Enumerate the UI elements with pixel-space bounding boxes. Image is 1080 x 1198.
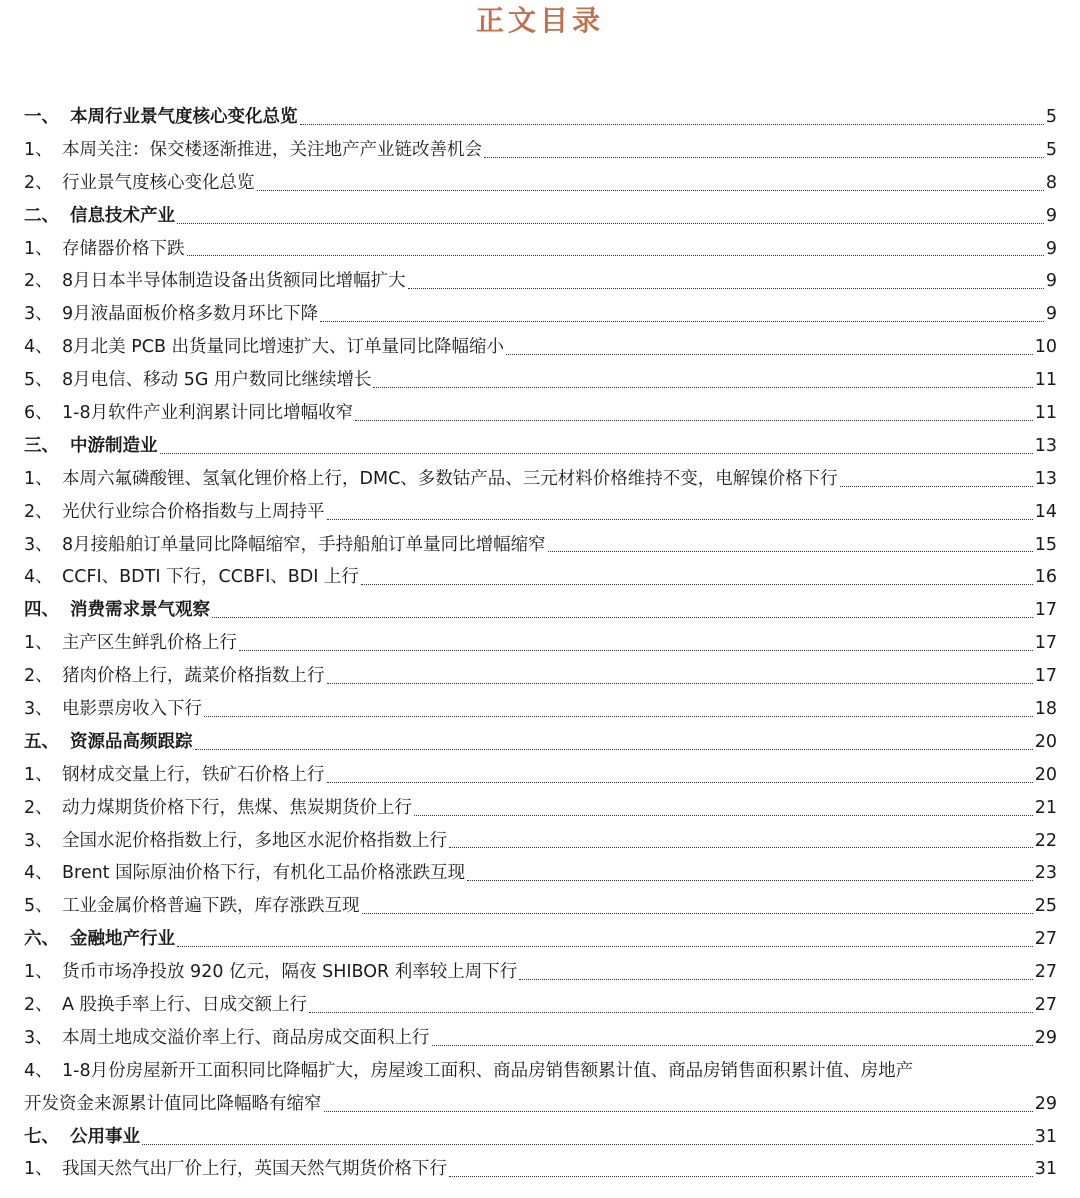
toc-entry[interactable]: [24, 1055, 1057, 1121]
toc-page-number: 27: [1034, 962, 1057, 983]
toc-entry[interactable]: [24, 989, 1057, 1022]
toc-section-entry[interactable]: [24, 430, 1057, 463]
toc-entry-number: 5、: [24, 896, 53, 917]
toc-entry-title: 本周关注：保交楼逐渐推进，关注地产产业链改善机会: [62, 139, 482, 160]
toc-page-number: 27: [1034, 929, 1057, 950]
toc-entry-title: 1-8月软件产业利润累计同比增幅收窄: [62, 403, 354, 423]
toc-entry-number: 1、: [24, 238, 53, 259]
toc-entry[interactable]: [24, 825, 1057, 858]
dot-leader: [327, 782, 1033, 783]
toc-page-number: 29: [1034, 1027, 1057, 1048]
toc-page-number: 13: [1034, 435, 1057, 456]
toc-section-entry[interactable]: [24, 726, 1057, 759]
toc-page-number: 27: [1034, 995, 1057, 1016]
toc-entry-number: 4、: [24, 337, 53, 358]
toc-entry-title: 钢材成交量上行，铁矿石价格上行: [62, 764, 325, 785]
toc-page-number: 5: [1045, 139, 1057, 160]
dot-leader: [506, 354, 1033, 355]
toc-entry[interactable]: [24, 759, 1057, 792]
toc-page-number: 11: [1034, 370, 1057, 391]
toc-entry-number: 2、: [24, 271, 53, 292]
dot-leader: [177, 946, 1033, 947]
dot-leader: [320, 321, 1044, 322]
toc-entry-number: 6、: [24, 403, 53, 423]
dot-leader: [373, 387, 1032, 388]
toc-page-number: 29: [1034, 1093, 1057, 1114]
toc-entry-number: 七、: [24, 1126, 59, 1147]
toc-entry[interactable]: [24, 792, 1057, 825]
toc-entry-title: 猪肉价格上行，蔬菜价格指数上行: [62, 666, 325, 687]
toc-page-number: 23: [1034, 863, 1057, 884]
dot-leader: [408, 288, 1044, 289]
toc-entry[interactable]: [24, 956, 1057, 989]
toc-page-number: 20: [1034, 764, 1057, 785]
toc-entry[interactable]: [24, 1154, 1057, 1187]
toc-page-number: 8: [1045, 172, 1057, 193]
toc-entry-title-continued: 开发资金来源累计值同比降幅略有缩窄: [24, 1093, 322, 1114]
toc-section-title: 公用事业: [70, 1126, 140, 1147]
toc-entry-title: 主产区生鲜乳价格上行: [62, 633, 237, 654]
toc-entry-title: 存储器价格下跌: [62, 238, 185, 259]
toc-entry-title: 8月日本半导体制造设备出货额同比增幅扩大: [62, 271, 406, 292]
dot-leader: [362, 913, 1033, 914]
toc-entry-title: 工业金属价格普遍下跌，库存涨跌互现: [62, 896, 360, 917]
toc-entry[interactable]: [24, 265, 1057, 298]
toc-page-number: 9: [1045, 238, 1057, 259]
toc-entry-title: 8月电信、移动 5G 用户数同比继续增长: [62, 370, 372, 391]
toc-entry[interactable]: [24, 857, 1057, 890]
toc-entry-title: 8月接船舶订单量同比降幅缩窄，手持船舶订单量同比增幅缩窄: [62, 534, 546, 555]
toc-entry-number: 4、: [24, 863, 53, 884]
toc-entry-number: 4、: [24, 1060, 53, 1081]
toc-page-number: 20: [1034, 731, 1057, 752]
toc-page-number: 9: [1045, 271, 1057, 292]
dot-leader: [414, 815, 1033, 816]
dot-leader: [239, 650, 1033, 651]
toc-entry-number: 二、: [24, 205, 59, 226]
toc-page-number: 22: [1034, 830, 1057, 851]
toc-entry-title: 本周六氟磷酸锂、氢氧化锂价格上行，DMC、多数钴产品、三元材料价格维持不变，电解镍价格下行: [62, 468, 838, 489]
toc-entry-number: 1、: [24, 633, 53, 654]
toc-page-number: 21: [1034, 797, 1057, 818]
toc-section-title: 资源品高频跟踪: [70, 731, 193, 752]
dot-leader: [449, 1176, 1033, 1177]
toc-page-number: 9: [1045, 205, 1057, 226]
toc-entry-number: 4、: [24, 567, 53, 588]
dot-leader: [327, 683, 1033, 684]
toc-page-number: 5: [1045, 106, 1057, 127]
toc-entry-number: 1、: [24, 962, 53, 983]
dot-leader: [519, 979, 1033, 980]
toc-section-entry[interactable]: [24, 200, 1057, 233]
toc-page-number: 14: [1034, 501, 1057, 522]
toc-entry-title: 行业景气度核心变化总览: [62, 172, 255, 193]
dot-leader: [309, 1012, 1033, 1013]
toc-entry-title: 8月北美 PCB 出货量同比增速扩大、订单量同比降幅缩小: [62, 337, 505, 358]
toc-section-title: 消费需求景气观察: [70, 600, 210, 621]
toc-entry-title: 全国水泥价格指数上行，多地区水泥价格指数上行: [62, 830, 447, 851]
toc-section-entry[interactable]: [24, 923, 1057, 956]
page-title: 正文目录: [475, 4, 604, 37]
toc-entry[interactable]: [24, 496, 1057, 529]
toc-entry-number: 3、: [24, 304, 53, 325]
toc-section-entry[interactable]: [24, 594, 1057, 627]
toc-entry-number: 2、: [24, 666, 53, 687]
dot-leader: [467, 880, 1033, 881]
dot-leader: [324, 1111, 1033, 1112]
toc-entry-title: 9月液晶面板价格多数月环比下降: [62, 304, 319, 325]
toc-entry-number: 2、: [24, 797, 53, 818]
toc-entry[interactable]: [24, 1022, 1057, 1055]
toc-entry-title: 1-8月份房屋新开工面积同比降幅扩大，房屋竣工面积、商品房销售额累计值、商品房销售面积累计值、房地产: [62, 1060, 914, 1081]
dot-leader: [187, 255, 1044, 256]
toc-entry-title: 电影票房收入下行: [62, 699, 202, 720]
toc-page-number: 17: [1034, 633, 1057, 654]
toc-entry-line: [24, 1055, 1057, 1088]
dot-leader: [449, 847, 1033, 848]
toc-page-number: 16: [1034, 567, 1057, 588]
table-of-contents: [24, 101, 1057, 1186]
toc-page-number: 10: [1034, 337, 1057, 358]
dot-leader: [840, 486, 1033, 487]
dot-leader: [548, 551, 1033, 552]
toc-page-number: 18: [1034, 699, 1057, 720]
toc-section-title: 信息技术产业: [70, 205, 175, 226]
toc-entry[interactable]: [24, 627, 1057, 660]
dot-leader: [204, 716, 1033, 717]
dot-leader: [160, 453, 1033, 454]
toc-entry-number: 1、: [24, 468, 53, 489]
toc-entry-number: 3、: [24, 1027, 53, 1048]
toc-entry-number: 五、: [24, 731, 59, 752]
toc-entry-number: 3、: [24, 830, 53, 851]
toc-section-title: 中游制造业: [70, 435, 158, 456]
toc-entry-title: Brent 国际原油价格下行，有机化工品价格涨跌互现: [62, 863, 466, 884]
toc-entry-number: 2、: [24, 172, 53, 193]
dot-leader: [142, 1144, 1033, 1145]
toc-entry-number: 2、: [24, 995, 53, 1016]
toc-entry-number: 5、: [24, 370, 53, 391]
toc-page-number: 31: [1034, 1126, 1057, 1147]
toc-entry-number: 一、: [24, 106, 59, 127]
dot-leader: [177, 223, 1044, 224]
toc-entry[interactable]: [24, 660, 1057, 693]
toc-page-number: 25: [1034, 896, 1057, 917]
toc-page-number: 11: [1034, 403, 1057, 423]
toc-entry[interactable]: [24, 397, 1057, 430]
toc-page-number: 17: [1034, 600, 1057, 621]
toc-entry-title: 本周土地成交溢价率上行、商品房成交面积上行: [62, 1027, 430, 1048]
toc-entry-title: 光伏行业综合价格指数与上周持平: [62, 501, 325, 522]
toc-entry[interactable]: [24, 463, 1057, 496]
toc-page-number: 31: [1034, 1159, 1057, 1180]
toc-entry[interactable]: [24, 331, 1057, 364]
toc-entry-number: 3、: [24, 699, 53, 720]
toc-entry-number: 3、: [24, 534, 53, 555]
toc-entry-number: 1、: [24, 139, 53, 160]
toc-section-entry[interactable]: [24, 101, 1057, 134]
dot-leader: [300, 124, 1044, 125]
toc-entry-line: [24, 1088, 1057, 1121]
toc-entry-number: 三、: [24, 435, 59, 456]
toc-entry-title: 动力煤期货价格下行，焦煤、焦炭期货价上行: [62, 797, 412, 818]
toc-entry[interactable]: [24, 134, 1057, 167]
dot-leader: [432, 1045, 1033, 1046]
dot-leader: [355, 420, 1033, 421]
dot-leader: [327, 519, 1033, 520]
toc-page-number: 13: [1034, 468, 1057, 489]
toc-entry-title: A 股换手率上行、日成交额上行: [62, 995, 308, 1016]
toc-entry[interactable]: [24, 167, 1057, 200]
toc-entry[interactable]: [24, 529, 1057, 562]
dot-leader: [484, 157, 1044, 158]
dot-leader: [212, 617, 1033, 618]
toc-page-number: 9: [1045, 304, 1057, 325]
toc-entry-title: CCFI、BDTI 下行，CCBFI、BDI 上行: [62, 567, 359, 588]
toc-section-entry[interactable]: [24, 1121, 1057, 1154]
toc-entry-number: 2、: [24, 501, 53, 522]
toc-entry-number: 六、: [24, 929, 59, 950]
dot-leader: [195, 749, 1033, 750]
toc-entry[interactable]: [24, 298, 1057, 331]
dot-leader: [361, 584, 1033, 585]
toc-entry[interactable]: [24, 693, 1057, 726]
toc-section-title: 本周行业景气度核心变化总览: [70, 106, 298, 127]
toc-page-number: 15: [1034, 534, 1057, 555]
toc-entry-number: 1、: [24, 1159, 53, 1180]
toc-entry-number: 1、: [24, 764, 53, 785]
toc-entry-number: 四、: [24, 600, 59, 621]
toc-entry-title: 货币市场净投放 920 亿元，隔夜 SHIBOR 利率较上周下行: [62, 962, 518, 983]
dot-leader: [257, 190, 1044, 191]
toc-entry[interactable]: [24, 561, 1057, 594]
toc-entry[interactable]: [24, 364, 1057, 397]
toc-entry[interactable]: [24, 233, 1057, 266]
toc-entry-title: 我国天然气出厂价上行，英国天然气期货价格下行: [62, 1159, 447, 1180]
toc-entry[interactable]: [24, 890, 1057, 923]
toc-section-title: 金融地产行业: [70, 929, 175, 950]
toc-page-number: 17: [1034, 666, 1057, 687]
